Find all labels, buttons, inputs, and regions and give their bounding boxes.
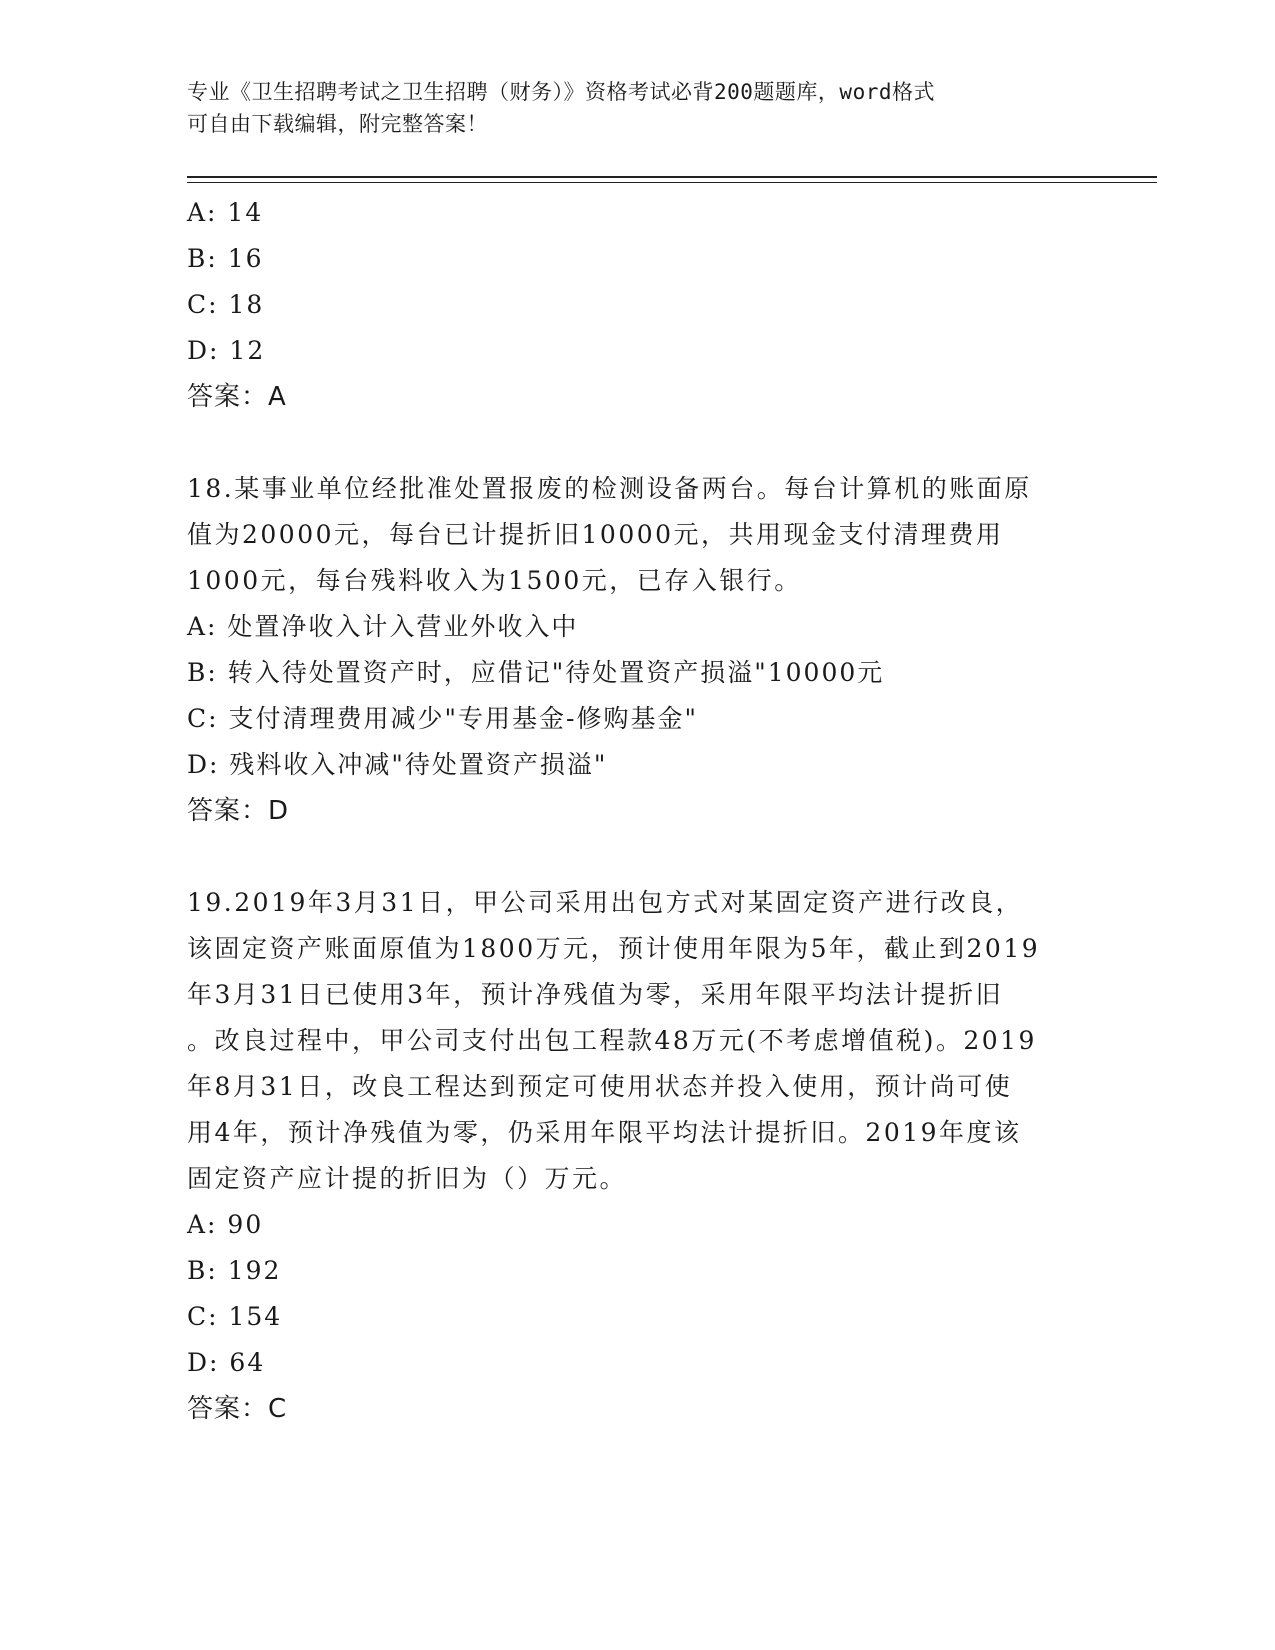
option-c: C: 支付清理费用减少"专用基金-修购基金" bbox=[187, 704, 698, 733]
stem-line: 用4年，预计净残值为零，仍采用年限平均法计提折旧。2019年度该 bbox=[187, 1118, 1022, 1147]
header-line-2: 可自由下载编辑，附完整答案！ bbox=[187, 112, 488, 136]
option-a: A: 处置净收入计入营业外收入中 bbox=[187, 612, 579, 641]
stem-line: 1000元，每台残料收入为1500元，已存入银行。 bbox=[187, 566, 802, 595]
spacer bbox=[187, 834, 1087, 880]
stem-line: 值为20000元，每台已计提折旧10000元，共用现金支付清理费用 bbox=[187, 520, 1004, 549]
answer-line: 答案：D bbox=[187, 796, 290, 826]
option-d: D: 12 bbox=[187, 336, 266, 365]
question-17 bbox=[187, 190, 1087, 420]
option-c: C: 18 bbox=[187, 290, 265, 319]
stem-line: 年3月31日已使用3年，预计净残值为零，采用年限平均法计提折旧 bbox=[187, 980, 1004, 1009]
stem-line: 固定资产应计提的折旧为（）万元。 bbox=[187, 1164, 628, 1193]
header-divider-thick bbox=[187, 176, 1157, 178]
answer-line: 答案：A bbox=[187, 382, 287, 412]
question-18 bbox=[187, 466, 1087, 834]
option-c: C: 154 bbox=[187, 1302, 283, 1331]
question-19 bbox=[187, 880, 1087, 1432]
stem-line: 该固定资产账面原值为1800万元，预计使用年限为5年，截止到2019 bbox=[187, 934, 1041, 963]
stem-line: 年8月31日，改良工程达到预定可使用状态并投入使用，预计尚可使 bbox=[187, 1072, 1013, 1101]
header-line-1: 专业《卫生招聘考试之卫生招聘（财务）》资格考试必背200题题库，word格式 bbox=[187, 80, 935, 104]
document-header bbox=[187, 76, 1067, 140]
option-b: B: 转入待处置资产时，应借记"待处置资产损溢"10000元 bbox=[187, 658, 885, 687]
question-stem bbox=[187, 466, 1087, 604]
option-a: A: 14 bbox=[187, 198, 264, 227]
option-b: B: 16 bbox=[187, 244, 264, 273]
spacer bbox=[187, 420, 1087, 466]
question-stem bbox=[187, 880, 1087, 1202]
document-content bbox=[187, 190, 1087, 1432]
answer-line: 答案：C bbox=[187, 1394, 288, 1424]
stem-line: 。改良过程中，甲公司支付出包工程款48万元(不考虑增值税)。2019 bbox=[187, 1026, 1037, 1055]
option-d: D: 64 bbox=[187, 1348, 266, 1377]
option-b: B: 192 bbox=[187, 1256, 282, 1285]
option-d: D: 残料收入冲减"待处置资产损溢" bbox=[187, 750, 608, 779]
header-divider-thin bbox=[187, 182, 1157, 183]
option-a: A: 90 bbox=[187, 1210, 264, 1239]
stem-line: 18.某事业单位经批准处置报废的检测设备两台。每台计算机的账面原 bbox=[187, 474, 1032, 503]
stem-line: 19.2019年3月31日，甲公司采用出包方式对某固定资产进行改良， bbox=[187, 888, 1024, 917]
